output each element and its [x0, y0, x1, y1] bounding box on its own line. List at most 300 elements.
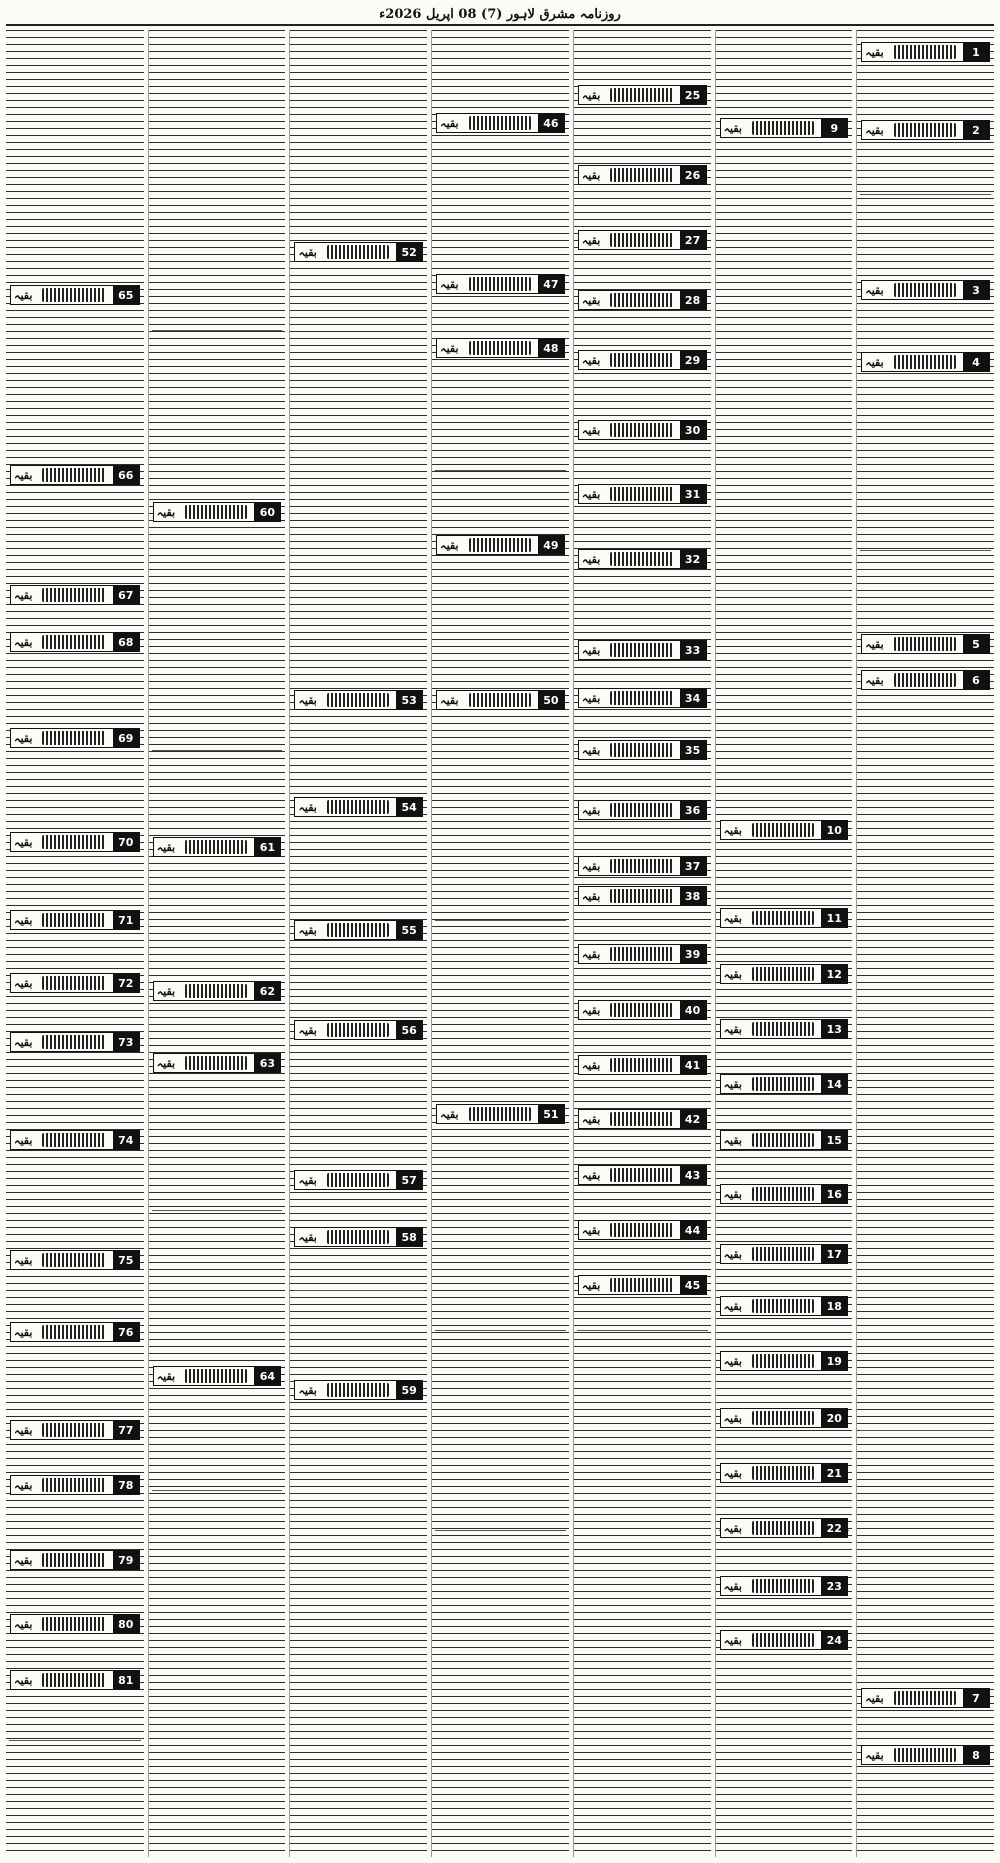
continuation-label: بقیہ	[298, 923, 317, 937]
continuation-number: 19	[821, 1352, 847, 1370]
continuation-label: بقیہ	[581, 552, 601, 566]
continuation-number: 41	[680, 1056, 706, 1074]
continuation-label: بقیہ	[723, 1247, 742, 1261]
column-divider	[860, 194, 991, 195]
continuation-number: 63	[254, 1054, 280, 1072]
mashriq-logo-icon	[469, 341, 531, 355]
continuation-number: 61	[254, 838, 280, 856]
text-column	[856, 30, 994, 1857]
continuation-label: بقیہ	[581, 233, 601, 247]
continuation-box	[10, 1614, 140, 1634]
continuation-box	[578, 350, 707, 370]
mashriq-logo-icon	[610, 487, 672, 501]
continuation-box	[294, 1020, 423, 1040]
continuation-label: بقیہ	[14, 1423, 33, 1437]
columns	[6, 30, 994, 1857]
continuation-box	[294, 920, 423, 940]
continuation-label: بقیہ	[298, 1230, 317, 1244]
continuation-label: بقیہ	[440, 277, 459, 291]
mashriq-logo-icon	[752, 1354, 814, 1368]
continuation-box	[578, 1165, 707, 1185]
continuation-label: بقیہ	[581, 293, 601, 307]
continuation-box	[10, 465, 140, 485]
continuation-number: 51	[538, 1105, 564, 1123]
continuation-label: بقیہ	[440, 116, 459, 130]
masthead	[6, 4, 994, 26]
column-divider	[435, 470, 566, 471]
continuation-box	[294, 242, 423, 262]
continuation-number: 22	[821, 1519, 847, 1537]
continuation-box	[10, 585, 140, 605]
continuation-number: 12	[821, 965, 847, 983]
continuation-box	[720, 1463, 849, 1483]
continuation-label: بقیہ	[723, 121, 742, 135]
continuation-label: بقیہ	[581, 1058, 601, 1072]
continuation-label: بقیہ	[581, 168, 601, 182]
text-column	[715, 30, 853, 1857]
mashriq-logo-icon	[752, 823, 814, 837]
continuation-box	[578, 484, 707, 504]
mashriq-logo-icon	[894, 1748, 956, 1762]
mashriq-logo-icon	[610, 691, 672, 705]
continuation-number: 3	[963, 281, 989, 299]
continuation-number: 60	[254, 503, 280, 521]
continuation-label: بقیہ	[581, 859, 601, 873]
continuation-label: بقیہ	[14, 1673, 33, 1687]
continuation-box	[436, 535, 565, 555]
continuation-label: بقیہ	[156, 984, 176, 998]
continuation-number: 33	[680, 641, 706, 659]
continuation-label: بقیہ	[865, 283, 884, 297]
mashriq-logo-icon	[42, 468, 105, 482]
continuation-number: 75	[113, 1251, 139, 1269]
continuation-label: بقیہ	[581, 1168, 601, 1182]
mashriq-logo-icon	[894, 123, 956, 137]
continuation-label: بقیہ	[581, 353, 601, 367]
continuation-number: 27	[680, 231, 706, 249]
continuation-box	[10, 1322, 140, 1342]
continuation-label: بقیہ	[723, 1133, 742, 1147]
continuation-number: 66	[113, 466, 139, 484]
continuation-label: بقیہ	[581, 743, 601, 757]
continuation-label: بقیہ	[723, 1354, 742, 1368]
continuation-label: بقیہ	[723, 1579, 742, 1593]
continuation-box	[153, 837, 282, 857]
continuation-label: بقیہ	[298, 800, 317, 814]
continuation-box	[10, 1250, 140, 1270]
continuation-box	[578, 1109, 707, 1129]
continuation-number: 40	[680, 1001, 706, 1019]
continuation-number: 73	[113, 1033, 139, 1051]
continuation-number: 42	[680, 1110, 706, 1128]
continuation-number: 8	[963, 1746, 989, 1764]
mashriq-logo-icon	[752, 1187, 814, 1201]
continuation-label: بقیہ	[440, 341, 459, 355]
continuation-box	[10, 1130, 140, 1150]
continuation-box	[578, 1275, 707, 1295]
continuation-box	[720, 820, 849, 840]
continuation-label: بقیہ	[14, 835, 33, 849]
continuation-number: 80	[113, 1615, 139, 1633]
continuation-box	[436, 274, 565, 294]
mashriq-logo-icon	[752, 1411, 814, 1425]
continuation-number: 9	[821, 119, 847, 137]
continuation-label: بقیہ	[440, 693, 459, 707]
continuation-number: 71	[113, 911, 139, 929]
mashriq-logo-icon	[610, 643, 672, 657]
continuation-number: 35	[680, 741, 706, 759]
mashriq-logo-icon	[752, 1133, 814, 1147]
continuation-number: 1	[963, 43, 989, 61]
continuation-number: 79	[113, 1551, 139, 1569]
continuation-label: بقیہ	[581, 947, 601, 961]
mashriq-logo-icon	[469, 693, 531, 707]
continuation-box	[578, 740, 707, 760]
continuation-box	[10, 728, 140, 748]
mashriq-logo-icon	[752, 1521, 814, 1535]
continuation-box	[720, 1130, 849, 1150]
mashriq-logo-icon	[894, 637, 956, 651]
mashriq-logo-icon	[42, 1325, 105, 1339]
mashriq-logo-icon	[752, 1022, 814, 1036]
continuation-label: بقیہ	[298, 1383, 317, 1397]
mashriq-logo-icon	[752, 1299, 814, 1313]
continuation-number: 26	[680, 166, 706, 184]
mashriq-logo-icon	[327, 1173, 389, 1187]
continuation-label: بقیہ	[14, 1133, 33, 1147]
mashriq-logo-icon	[610, 88, 672, 102]
continuation-box	[720, 1244, 849, 1264]
continuation-label: بقیہ	[865, 1691, 884, 1705]
continuation-label: بقیہ	[723, 1187, 742, 1201]
continuation-label: بقیہ	[581, 487, 601, 501]
continuation-number: 45	[680, 1276, 706, 1294]
mashriq-logo-icon	[185, 1056, 247, 1070]
continuation-box	[10, 1475, 140, 1495]
continuation-label: بقیہ	[865, 1748, 884, 1762]
mashriq-logo-icon	[327, 923, 389, 937]
mashriq-logo-icon	[327, 693, 389, 707]
continuation-number: 76	[113, 1323, 139, 1341]
column-divider	[435, 1330, 566, 1331]
continuation-number: 25	[680, 86, 706, 104]
continuation-number: 38	[680, 887, 706, 905]
continuation-label: بقیہ	[14, 1553, 33, 1567]
continuation-number: 49	[538, 536, 564, 554]
mashriq-logo-icon	[610, 743, 672, 757]
continuation-label: بقیہ	[14, 288, 33, 302]
continuation-label: بقیہ	[14, 1478, 33, 1492]
continuation-label: بقیہ	[581, 1112, 601, 1126]
continuation-number: 72	[113, 974, 139, 992]
continuation-box	[153, 981, 282, 1001]
continuation-number: 5	[963, 635, 989, 653]
continuation-box	[578, 230, 707, 250]
continuation-label: بقیہ	[14, 731, 33, 745]
column-divider	[152, 1210, 283, 1211]
continuation-label: بقیہ	[581, 643, 601, 657]
mashriq-logo-icon	[610, 1003, 672, 1017]
continuation-box	[10, 1550, 140, 1570]
mashriq-logo-icon	[752, 1633, 814, 1647]
column-divider	[860, 1430, 991, 1431]
mashriq-logo-icon	[469, 1107, 531, 1121]
mashriq-logo-icon	[610, 1278, 672, 1292]
column-divider	[293, 1290, 424, 1291]
continuation-number: 21	[821, 1464, 847, 1482]
continuation-number: 15	[821, 1131, 847, 1149]
mashriq-logo-icon	[610, 423, 672, 437]
continuation-box	[720, 1351, 849, 1371]
continuation-number: 54	[396, 798, 422, 816]
continuation-label: بقیہ	[865, 637, 884, 651]
continuation-label: بقیہ	[298, 1173, 317, 1187]
mashriq-logo-icon	[42, 731, 105, 745]
mashriq-logo-icon	[752, 1077, 814, 1091]
column-divider	[577, 1330, 708, 1331]
continuation-label: بقیہ	[440, 538, 459, 552]
mashriq-logo-icon	[610, 1223, 672, 1237]
continuation-label: بقیہ	[723, 1022, 742, 1036]
continuation-label: بقیہ	[298, 245, 317, 259]
continuation-box	[861, 634, 990, 654]
continuation-number: 46	[538, 114, 564, 132]
column-divider	[152, 750, 283, 751]
continuation-number: 53	[396, 691, 422, 709]
mashriq-logo-icon	[185, 1369, 247, 1383]
continuation-number: 37	[680, 857, 706, 875]
continuation-label: بقیہ	[723, 1411, 742, 1425]
continuation-label: بقیہ	[723, 1521, 742, 1535]
mashriq-logo-icon	[752, 1247, 814, 1261]
continuation-box	[720, 1630, 849, 1650]
continuation-box	[436, 1104, 565, 1124]
continuation-number: 81	[113, 1671, 139, 1689]
continuation-box	[10, 1670, 140, 1690]
continuation-label: بقیہ	[581, 1278, 601, 1292]
mashriq-logo-icon	[894, 673, 956, 687]
column-divider	[860, 550, 991, 551]
continuation-box	[294, 1380, 423, 1400]
continuation-box	[578, 420, 707, 440]
continuation-label: بقیہ	[156, 1056, 176, 1070]
continuation-box	[10, 1032, 140, 1052]
mashriq-logo-icon	[610, 859, 672, 873]
mashriq-logo-icon	[185, 984, 247, 998]
continuation-number: 58	[396, 1228, 422, 1246]
mashriq-logo-icon	[42, 1253, 105, 1267]
continuation-box	[10, 973, 140, 993]
continuation-number: 30	[680, 421, 706, 439]
mashriq-logo-icon	[42, 1617, 105, 1631]
continuation-box	[578, 944, 707, 964]
continuation-number: 24	[821, 1631, 847, 1649]
continuation-label: بقیہ	[723, 1299, 742, 1313]
continuation-number: 16	[821, 1185, 847, 1203]
column-divider	[435, 1530, 566, 1531]
mashriq-logo-icon	[42, 1478, 105, 1492]
continuation-label: بقیہ	[581, 803, 601, 817]
mashriq-logo-icon	[610, 1112, 672, 1126]
mashriq-logo-icon	[752, 1579, 814, 1593]
mashriq-logo-icon	[327, 800, 389, 814]
continuation-box	[294, 797, 423, 817]
continuation-label: بقیہ	[581, 1003, 601, 1017]
mashriq-logo-icon	[752, 121, 814, 135]
mashriq-logo-icon	[894, 1691, 956, 1705]
mashriq-logo-icon	[327, 1383, 389, 1397]
text-column	[431, 30, 569, 1857]
mashriq-logo-icon	[610, 889, 672, 903]
continuation-number: 68	[113, 633, 139, 651]
continuation-box	[436, 690, 565, 710]
column-divider	[152, 330, 283, 331]
continuation-box	[153, 1053, 282, 1073]
mashriq-logo-icon	[610, 1168, 672, 1182]
continuation-label: بقیہ	[723, 911, 742, 925]
continuation-box	[861, 670, 990, 690]
mashriq-logo-icon	[610, 293, 672, 307]
continuation-number: 50	[538, 691, 564, 709]
continuation-number: 78	[113, 1476, 139, 1494]
mashriq-logo-icon	[42, 1035, 105, 1049]
continuation-label: بقیہ	[14, 468, 33, 482]
continuation-number: 39	[680, 945, 706, 963]
continuation-label: بقیہ	[14, 635, 33, 649]
continuation-label: بقیہ	[14, 1617, 33, 1631]
mashriq-logo-icon	[327, 245, 389, 259]
continuation-number: 47	[538, 275, 564, 293]
mashriq-logo-icon	[610, 947, 672, 961]
mashriq-logo-icon	[42, 913, 105, 927]
mashriq-logo-icon	[42, 1423, 105, 1437]
continuation-number: 56	[396, 1021, 422, 1039]
mashriq-logo-icon	[42, 1133, 105, 1147]
mashriq-logo-icon	[327, 1023, 389, 1037]
continuation-number: 14	[821, 1075, 847, 1093]
continuation-number: 36	[680, 801, 706, 819]
continuation-label: بقیہ	[14, 913, 33, 927]
continuation-number: 43	[680, 1166, 706, 1184]
mashriq-logo-icon	[752, 911, 814, 925]
continuation-label: بقیہ	[440, 1107, 459, 1121]
continuation-number: 2	[963, 121, 989, 139]
continuation-box	[720, 1576, 849, 1596]
continuation-number: 55	[396, 921, 422, 939]
mashriq-logo-icon	[42, 1553, 105, 1567]
column-divider	[860, 1010, 991, 1011]
text-column	[289, 30, 427, 1857]
continuation-box	[10, 910, 140, 930]
continuation-label: بقیہ	[865, 355, 884, 369]
continuation-label: بقیہ	[723, 967, 742, 981]
page-title: روزنامہ مشرق لاہور (7) 08 اپریل 2026ء	[379, 6, 621, 22]
continuation-box	[578, 290, 707, 310]
continuation-number: 13	[821, 1020, 847, 1038]
continuation-box	[861, 42, 990, 62]
continuation-label: بقیہ	[865, 45, 884, 59]
text-column	[148, 30, 286, 1857]
continuation-label: بقیہ	[14, 1325, 33, 1339]
text-column	[573, 30, 711, 1857]
continuation-box	[153, 502, 282, 522]
continuation-box	[861, 280, 990, 300]
continuation-label: بقیہ	[298, 1023, 317, 1037]
mashriq-logo-icon	[610, 353, 672, 367]
continuation-box	[720, 1518, 849, 1538]
continuation-box	[578, 688, 707, 708]
mashriq-logo-icon	[185, 840, 247, 854]
continuation-label: بقیہ	[723, 823, 742, 837]
continuation-number: 44	[680, 1221, 706, 1239]
column-divider	[435, 920, 566, 921]
mashriq-logo-icon	[610, 552, 672, 566]
mashriq-logo-icon	[42, 288, 105, 302]
mashriq-logo-icon	[469, 277, 531, 291]
continuation-number: 77	[113, 1421, 139, 1439]
continuation-number: 70	[113, 833, 139, 851]
column-divider	[293, 450, 424, 451]
continuation-box	[720, 1184, 849, 1204]
continuation-number: 10	[821, 821, 847, 839]
continuation-box	[578, 165, 707, 185]
continuation-label: بقیہ	[581, 88, 601, 102]
continuation-box	[720, 964, 849, 984]
continuation-box	[720, 1408, 849, 1428]
continuation-box	[578, 1220, 707, 1240]
mashriq-logo-icon	[752, 967, 814, 981]
mashriq-logo-icon	[894, 283, 956, 297]
continuation-number: 29	[680, 351, 706, 369]
mashriq-logo-icon	[610, 803, 672, 817]
continuation-box	[436, 338, 565, 358]
continuation-number: 18	[821, 1297, 847, 1315]
continuation-number: 69	[113, 729, 139, 747]
continuation-box	[436, 113, 565, 133]
continuation-number: 32	[680, 550, 706, 568]
continuation-number: 34	[680, 689, 706, 707]
continuation-number: 67	[113, 586, 139, 604]
continuation-label: بقیہ	[581, 691, 601, 705]
continuation-box	[294, 690, 423, 710]
continuation-label: بقیہ	[14, 1035, 33, 1049]
continuation-box	[720, 1296, 849, 1316]
continuation-label: بقیہ	[156, 840, 176, 854]
column-divider	[9, 1740, 141, 1741]
continuation-box	[720, 1074, 849, 1094]
mashriq-logo-icon	[185, 505, 247, 519]
continuation-label: بقیہ	[865, 673, 884, 687]
continuation-number: 17	[821, 1245, 847, 1263]
continuation-box	[578, 800, 707, 820]
continuation-box	[578, 640, 707, 660]
continuation-box	[294, 1227, 423, 1247]
continuation-label: بقیہ	[14, 976, 33, 990]
mashriq-logo-icon	[327, 1230, 389, 1244]
mashriq-logo-icon	[610, 168, 672, 182]
column-divider	[152, 1490, 283, 1491]
continuation-box	[578, 1055, 707, 1075]
mashriq-logo-icon	[469, 538, 531, 552]
continuation-box	[10, 632, 140, 652]
continuation-number: 74	[113, 1131, 139, 1149]
mashriq-logo-icon	[42, 635, 105, 649]
column-divider	[719, 590, 850, 591]
continuation-number: 62	[254, 982, 280, 1000]
continuation-box	[861, 1688, 990, 1708]
continuation-box	[578, 549, 707, 569]
continuation-box	[861, 352, 990, 372]
